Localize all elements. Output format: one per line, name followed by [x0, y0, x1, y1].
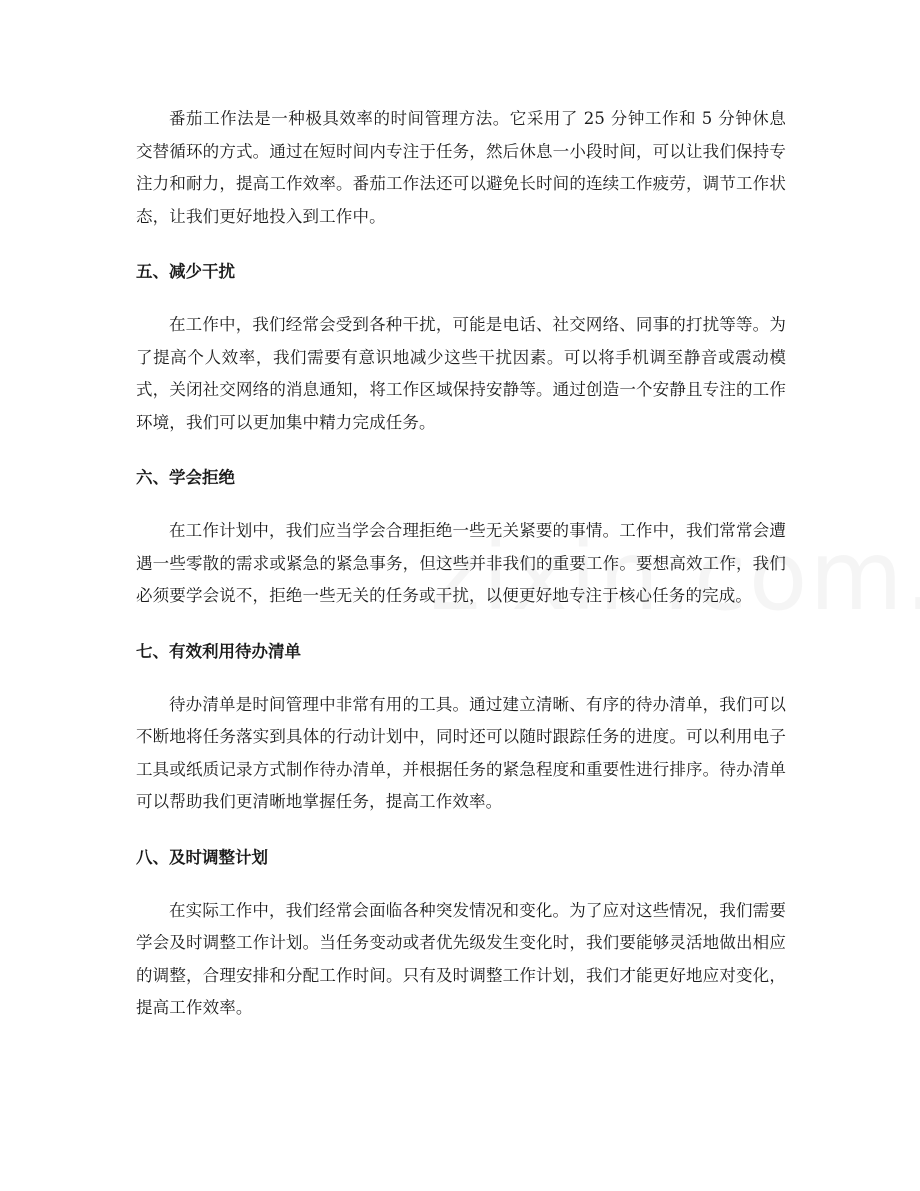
- paragraph-todo-list: 待办清单是时间管理中非常有用的工具。通过建立清晰、有序的待办清单，我们可以不断地将任务落实到具体的行动计划中，同时还可以随时跟踪任务的进度。可以利用电子工具或纸质记录方式制作待办清单，并根据任务的紧急程度和重要性进行排序。待办清单可以帮助我们更清晰地掌握任务，提高工作效率。: [136, 694, 786, 811]
- paragraph-reduce-distractions: 在工作中，我们经常会受到各种干扰，可能是电话、社交网络、同事的打扰等等。为了提高个人效率，我们需要有意识地减少这些干扰因素。可以将手机调至静音或震动模式，关闭社交网络的消息通知，将工作区域保持安静等。通过创造一个安静且专注的工作环境，我们可以更加集中精力完成任务。: [136, 315, 786, 432]
- heading-learn-to-refuse: 六、学会拒绝: [136, 468, 235, 487]
- paragraph-learn-to-refuse: 在工作计划中，我们应当学会合理拒绝一些无关紧要的事情。工作中，我们常常会遭遇一些零散的需求或紧急的紧急事务，但这些并非我们的重要工作。要想高效工作，我们必须要学会说不，拒绝一些无关的任务或干扰，以便更好地专注于核心任务的完成。: [136, 521, 786, 605]
- paragraph-adjust-plan: 在实际工作中，我们经常会面临各种突发情况和变化。为了应对这些情况，我们需要学会及时调整工作计划。当任务变动或者优先级发生变化时，我们要能够灵活地做出相应的调整，合理安排和分配工作时间。只有及时调整工作计划，我们才能更好地应对变化，提高工作效率。: [136, 900, 786, 1017]
- heading-todo-list: 七、有效利用待办清单: [136, 641, 301, 661]
- paragraph-pomodoro: 番茄工作法是一种极具效率的时间管理方法。它采用了 25 分钟工作和 5 分钟休息交替循环的方式。通过在短时间内专注于任务，然后休息一小段时间，可以让我们保持专注力和耐力，提高工作效率。番茄工作法还可以避免长时间的连续工作疲劳，调节工作状态，让我们更好地投入到工作中。: [136, 109, 786, 226]
- heading-reduce-distractions: 五、减少干扰: [136, 262, 235, 281]
- heading-adjust-plan: 八、及时调整计划: [136, 847, 268, 867]
- document-body: [136, 103, 786, 1025]
